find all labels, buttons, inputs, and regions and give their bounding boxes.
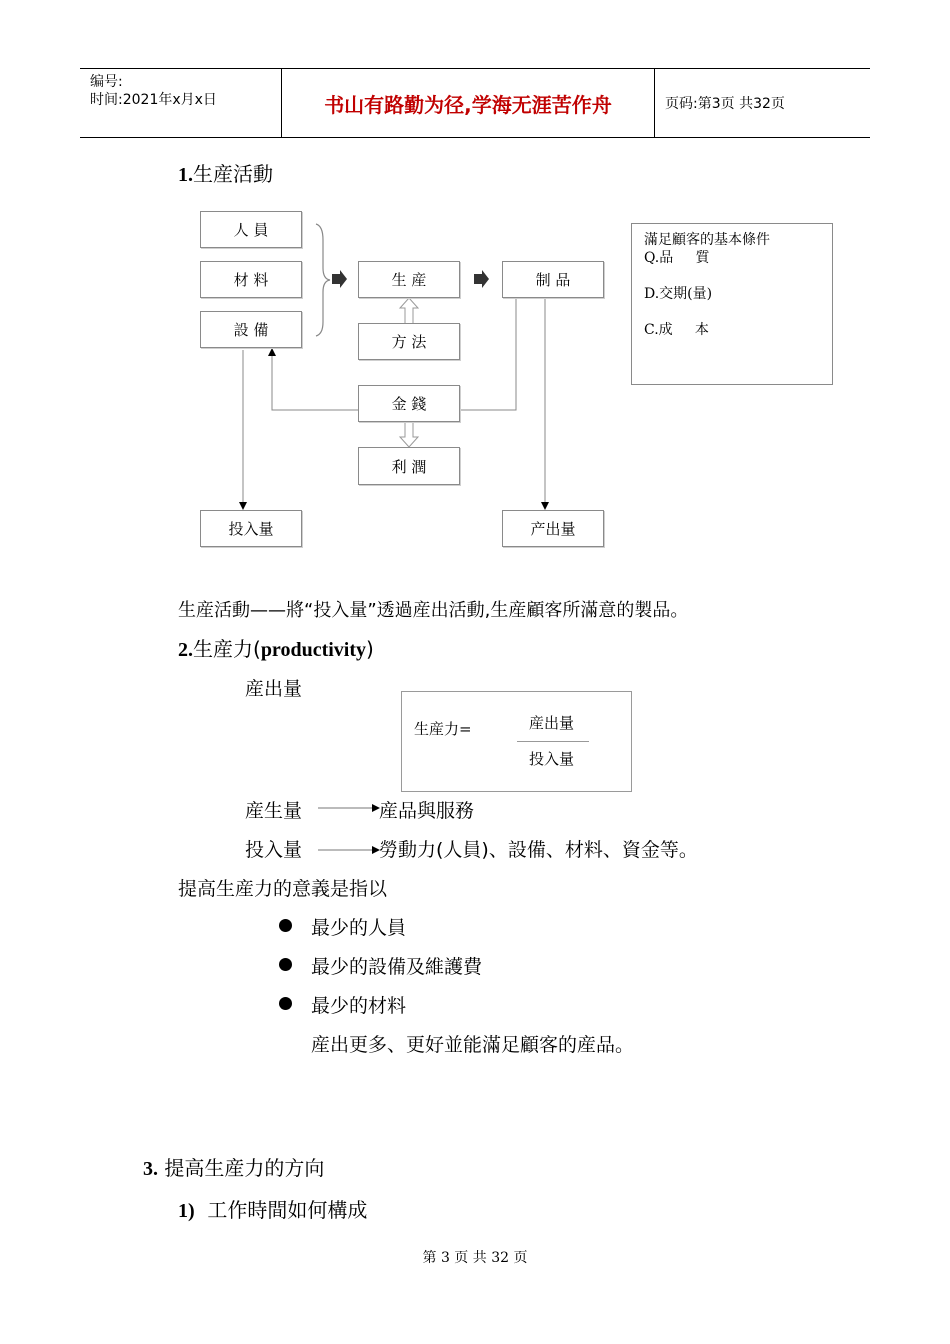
header-motto: 书山有路勤为径,学海无涯苦作舟	[281, 69, 655, 137]
box-production: 生 産	[358, 261, 460, 298]
box-input-amount: 投入量	[200, 510, 302, 547]
formula-numerator: 産出量	[529, 714, 575, 732]
bullet-item: 最少的材料	[311, 995, 407, 1017]
conditions-title: 滿足顧客的基本條件	[644, 232, 770, 248]
box-method: 方 法	[358, 323, 460, 360]
produced-amount-value: 産品與服務	[379, 800, 475, 822]
arrow-right-icon	[318, 800, 380, 816]
box-materials: 材 料	[200, 261, 302, 298]
box-money: 金 錢	[358, 385, 460, 422]
arrow-right-icon	[318, 842, 380, 858]
section1-number: 1.	[178, 164, 193, 186]
header-page: 页码:第3页 共32页	[665, 96, 785, 112]
section3-number: 3.	[143, 1158, 158, 1180]
section3-title	[143, 1152, 324, 1181]
condition-quality: Q.品 質	[644, 250, 710, 266]
formula-fraction-bar	[517, 741, 589, 742]
box-output-amount: 产出量	[502, 510, 604, 547]
section3-text: 提高生産力的方向	[164, 1156, 325, 1180]
condition-cost: C.成 本	[644, 322, 709, 338]
section2-english: productivity	[260, 639, 367, 661]
bullet-dot-icon	[279, 997, 292, 1010]
bullet-dot-icon	[279, 958, 292, 971]
bullet-item: 最少的人員	[311, 917, 407, 939]
meaning-intro: 提高生産力的意義是指以	[178, 878, 388, 900]
input-amount-value: 勞動力(人員)、設備、材料、資金等。	[379, 839, 698, 861]
box-product: 制 品	[502, 261, 604, 298]
produced-amount-label: 産生量	[245, 800, 303, 822]
productivity-formula-box	[401, 691, 632, 792]
header-time: 时间:2021年x月x日	[90, 92, 217, 108]
page-footer: 第 3 页 共 32 页	[422, 1250, 528, 1266]
section2-text: 生産力(	[193, 637, 261, 661]
section1-description: 生産活動——將“投入量”透過産出活動,生産顧客所滿意的製品。	[178, 600, 689, 621]
section2-title	[178, 633, 374, 662]
arrow-to-product-icon	[474, 270, 489, 288]
bullet-dot-icon	[279, 919, 292, 932]
section2-number: 2.	[178, 639, 193, 661]
header-number: 编号:	[90, 74, 123, 90]
condition-delivery: D.交期(量)	[644, 286, 713, 302]
input-amount-label: 投入量	[245, 839, 303, 861]
box-profit: 利 潤	[358, 447, 460, 485]
section1-text: 生産活動	[193, 162, 273, 186]
section3-sub-number: 1)	[178, 1200, 195, 1222]
customer-conditions-box	[631, 223, 833, 385]
bullet-item: 最少的設備及維護費	[311, 956, 483, 978]
section2-close: )	[366, 637, 374, 661]
formula-left: 生産力=	[414, 720, 472, 738]
section3-sub-text: 工作時間如何構成	[207, 1198, 368, 1222]
box-personnel: 人 員	[200, 211, 302, 248]
output-word: 産出量	[245, 678, 303, 700]
formula-denominator: 投入量	[529, 750, 575, 768]
section3-subtitle	[178, 1194, 367, 1223]
arrow-to-production-icon	[332, 270, 347, 288]
box-equipment: 設 備	[200, 311, 302, 348]
conclusion: 産出更多、更好並能滿足顧客的産品。	[311, 1034, 635, 1056]
